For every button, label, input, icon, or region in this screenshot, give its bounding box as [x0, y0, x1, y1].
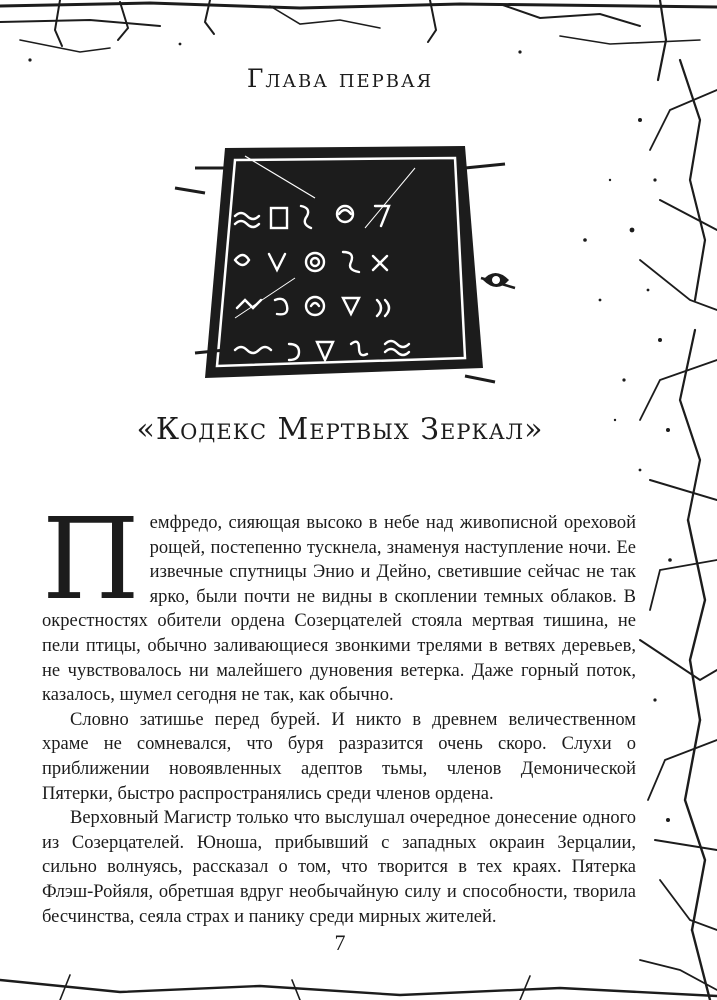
paragraph: Верховный Магистр только что выслушал очередное донесение одного из Созерцателей. Юноша, прибывший с западных окраин Зерцалии, сильно волнуясь, рассказал о том, что творится в тех краях. Пятерка Флэш-Ройяля, обретшая вдруг необычайную силу и способности, творила бесчинства, сеяла страх и панику среди мирных жителей. [42, 808, 636, 927]
page-number: 7 [334, 930, 346, 955]
mirror-rune-emblem [165, 138, 525, 393]
paragraph [42, 495, 636, 708]
chapter-label: Глава первая [246, 64, 434, 93]
chapter-body [42, 495, 636, 929]
paragraph-text: емфредо, сияющая высоко в небе над живописной ореховой рощей, постепенно тускнела, знаменуя наступление ночи. Ее извечные спутницы Энио и Дейно, светившие сейчас не так ярко, были почти не видны в скоплении темных облаков. В окрестностях обители ордена Созерцателей стояла мертвая тишина, не пели птицы, обычно заливающиеся звонкими трелями в ветвях деревьев, не чувствовалось ни малейшего дуновения ветерка. Даже горный поток, казалось, шумел сегодня не так, как обычно. [42, 513, 636, 706]
paragraph: Словно затишье перед бурей. И никто в древнем величественном храме не сомневался, что буря разразится очень скоро. Слухи о приближении новоявленных адептов тьмы, членов Демонической Пятерки, быстро распространялись среди членов ордена. [42, 709, 636, 804]
book-title: «Кодекс Мертвых Зеркал» [136, 412, 544, 447]
cracked-mirror-icon [175, 146, 515, 382]
drop-cap: П [42, 495, 140, 625]
